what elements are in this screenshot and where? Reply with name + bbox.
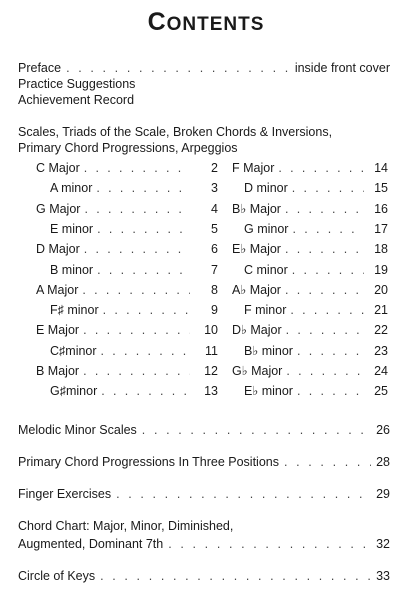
- dot-leader: [285, 243, 364, 256]
- key-name: E♭ minor: [244, 384, 293, 399]
- entry-label: Preface: [18, 61, 62, 75]
- dot-leader: [142, 424, 371, 437]
- key-page: 20: [374, 282, 388, 297]
- dot-leader: [292, 182, 364, 195]
- key-name: B minor: [50, 262, 94, 277]
- key-name: F Major: [232, 161, 275, 175]
- key-name: E Major: [36, 323, 80, 338]
- dot-leader: [83, 365, 190, 378]
- toc-entry-achievement-record[interactable]: Achievement Record: [18, 93, 135, 107]
- key-name: B♭ Major: [232, 201, 281, 216]
- key-entry-left[interactable]: [50, 182, 218, 195]
- key-page: 21: [374, 303, 388, 318]
- dot-leader: [82, 284, 190, 297]
- key-name: G Major: [36, 201, 81, 216]
- entry-page: 33: [376, 569, 390, 583]
- dot-leader: [84, 162, 190, 175]
- dot-leader: [66, 62, 290, 75]
- key-name: C Major: [36, 161, 80, 175]
- key-entry-left[interactable]: [50, 304, 218, 317]
- entry-page: 29: [376, 487, 390, 501]
- key-entry-right[interactable]: [244, 182, 388, 195]
- dot-leader: [290, 304, 364, 317]
- key-name: B Major: [36, 364, 80, 378]
- key-name: B♭ minor: [244, 343, 293, 358]
- key-name: E minor: [50, 221, 94, 236]
- entry-label: Melodic Minor Scales: [18, 423, 137, 437]
- key-entry-left[interactable]: [36, 284, 218, 297]
- key-page: 8: [211, 282, 218, 297]
- key-entry-right[interactable]: [244, 385, 388, 398]
- key-entry-left[interactable]: [50, 345, 218, 358]
- key-entry-right[interactable]: [232, 365, 388, 378]
- key-name: G minor: [244, 221, 289, 236]
- page-title: CONTENTS: [147, 8, 265, 36]
- toc-entry-circle-of-keys[interactable]: [18, 570, 390, 583]
- toc-entry-practice-suggestions[interactable]: Practice Suggestions: [18, 77, 136, 91]
- dot-leader: [168, 538, 371, 551]
- dot-leader: [116, 488, 371, 501]
- dot-leader: [286, 365, 364, 378]
- key-entry-left[interactable]: [50, 385, 218, 398]
- key-page: 12: [204, 364, 218, 378]
- key-page: 24: [374, 364, 388, 378]
- key-entry-left[interactable]: [50, 223, 218, 236]
- key-entry-right[interactable]: [232, 324, 388, 337]
- dot-leader: [278, 162, 364, 175]
- entry-page: 28: [376, 455, 390, 469]
- key-name: G♯minor: [50, 384, 98, 399]
- key-entry-left[interactable]: [36, 162, 218, 175]
- key-page: 14: [374, 161, 388, 175]
- key-name: D Major: [36, 242, 80, 257]
- key-name: A Major: [36, 282, 79, 297]
- dot-leader: [103, 304, 190, 317]
- key-name: F minor: [244, 303, 287, 318]
- key-entry-right[interactable]: [244, 345, 388, 358]
- key-entry-left[interactable]: [36, 365, 218, 378]
- dot-leader: [100, 570, 371, 583]
- entry-label: Circle of Keys: [18, 569, 96, 583]
- key-page: 3: [211, 181, 218, 196]
- key-name: C minor: [244, 262, 288, 277]
- key-name: A♭ Major: [232, 282, 281, 297]
- dot-leader: [97, 264, 190, 277]
- key-entry-right[interactable]: [232, 284, 388, 297]
- dot-leader: [96, 182, 190, 195]
- key-name: D minor: [244, 181, 288, 196]
- key-page: 6: [211, 242, 218, 257]
- key-page: 9: [211, 303, 218, 318]
- key-page: 7: [211, 262, 218, 277]
- key-name: E♭ Major: [232, 242, 281, 257]
- key-entry-right[interactable]: [232, 203, 388, 216]
- key-page: 22: [374, 323, 388, 338]
- key-entry-right[interactable]: [244, 264, 388, 277]
- key-page: 25: [374, 384, 388, 399]
- dot-leader: [84, 203, 190, 216]
- key-entry-left[interactable]: [36, 324, 218, 337]
- key-entry-left[interactable]: [36, 203, 218, 216]
- entry-label: Finger Exercises: [18, 487, 112, 501]
- key-entry-left[interactable]: [50, 264, 218, 277]
- entry-page: 26: [376, 423, 390, 437]
- key-entry-right[interactable]: [244, 304, 388, 317]
- key-page: 10: [204, 323, 218, 338]
- entry-page: inside front cover: [294, 61, 390, 75]
- dot-leader: [285, 284, 364, 297]
- key-page: 17: [374, 221, 388, 236]
- key-name: D♭ Major: [232, 323, 282, 338]
- dot-leader: [101, 385, 190, 398]
- dot-leader: [97, 223, 190, 236]
- key-name: G♭ Major: [232, 364, 283, 378]
- dot-leader: [84, 243, 190, 256]
- key-entry-right[interactable]: [244, 223, 388, 236]
- key-page: 5: [211, 221, 218, 236]
- key-name: A minor: [50, 181, 93, 196]
- toc-entry-chord-chart[interactable]: [18, 538, 390, 551]
- key-page: 11: [205, 343, 218, 358]
- entry-page: 32: [376, 537, 390, 551]
- key-page: 13: [204, 384, 218, 399]
- entry-label: Augmented, Dominant 7th: [18, 537, 164, 551]
- key-entry-right[interactable]: [232, 162, 388, 175]
- key-page: 18: [374, 242, 388, 257]
- key-page: 2: [211, 161, 218, 175]
- toc-entry-chord-chart-line-1[interactable]: Chord Chart: Major, Minor, Diminished,: [18, 519, 234, 533]
- key-entry-left[interactable]: [36, 243, 218, 256]
- key-page: 15: [374, 181, 388, 196]
- toc-entry-melodic-minor[interactable]: [18, 424, 390, 437]
- toc-entry-primary-chords[interactable]: [18, 456, 390, 469]
- key-entry-right[interactable]: [232, 243, 388, 256]
- key-page: 23: [374, 343, 388, 358]
- key-page: 4: [211, 201, 218, 216]
- dot-leader: [297, 345, 364, 358]
- toc-entry-finger-exercises[interactable]: [18, 488, 390, 501]
- entry-label: Primary Chord Progressions In Three Positions: [18, 455, 279, 469]
- dot-leader: [297, 385, 364, 398]
- dot-leader: [284, 456, 371, 469]
- scales-heading-line-1: Scales, Triads of the Scale, Broken Chords & Inversions,: [18, 125, 333, 139]
- toc-entry-preface[interactable]: [18, 62, 390, 75]
- scales-heading-line-2: Primary Chord Progressions, Arpeggios: [18, 141, 238, 155]
- dot-leader: [292, 264, 364, 277]
- dot-leader: [101, 345, 190, 358]
- dot-leader: [83, 324, 190, 337]
- dot-leader: [292, 223, 364, 236]
- key-name: F♯ minor: [50, 303, 99, 318]
- key-page: 19: [374, 262, 388, 277]
- dot-leader: [286, 324, 364, 337]
- key-page: 16: [374, 201, 388, 216]
- key-name: C♯minor: [50, 343, 97, 358]
- dot-leader: [285, 203, 364, 216]
